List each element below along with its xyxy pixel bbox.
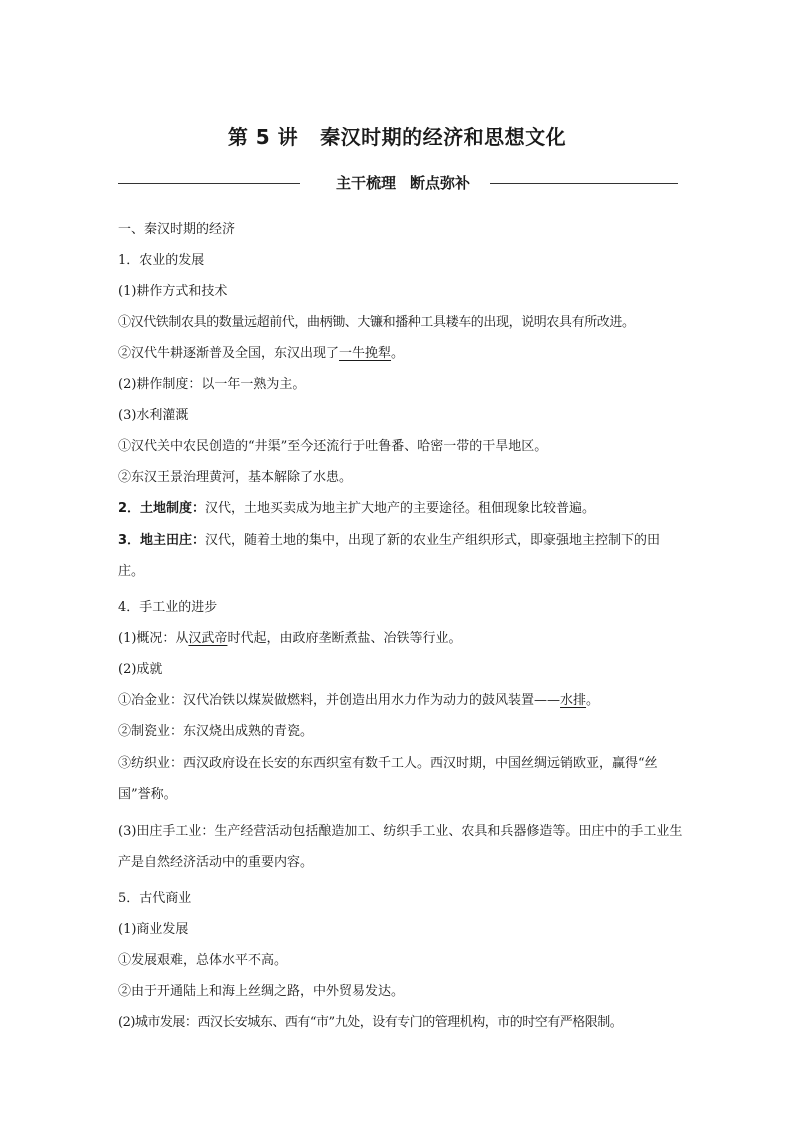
heading-level2: 5．古代商业 bbox=[118, 891, 192, 906]
paragraph: ②由于开通陆上和海上丝绸之路，中外贸易发达。 bbox=[118, 984, 405, 999]
heading-level2: 3．地主田庄：汉代，随着土地的集中，出现了新的农业生产组织形式，即豪强地主控制下的田庄。 bbox=[118, 533, 661, 579]
subheading: (1)耕作方式和技术 bbox=[118, 284, 228, 299]
lecture-number: 第 5 讲 bbox=[227, 125, 299, 149]
key-term: 水排 bbox=[560, 693, 587, 708]
heading-level2: 2．土地制度：汉代，土地买卖成为地主扩大地产的主要途径。租佃现象比较普遍。 bbox=[118, 501, 596, 516]
paragraph: ①汉代铁制农具的数量远超前代，曲柄锄、大镰和播种工具耧车的出现，说明农具有所改进。 bbox=[118, 315, 635, 330]
heading-level1: 一、秦汉时期的经济 bbox=[118, 222, 236, 237]
lecture-title bbox=[0, 121, 794, 150]
heading-level2: 1．农业的发展 bbox=[118, 253, 205, 268]
subheading: (3)水利灌溉 bbox=[118, 408, 189, 423]
subheading: (1)商业发展 bbox=[118, 922, 189, 937]
paragraph: (2)城市发展：西汉长安城东、西有“市”九处，设有专门的管理机构，市的时空有严格限制。 bbox=[118, 1015, 623, 1030]
key-term: 一牛挽犁 bbox=[339, 346, 392, 361]
paragraph: ③纺织业：西汉政府设在长安的东西织室有数千工人。西汉时期，中国丝绸远销欧亚，赢得“丝国”誉称。 bbox=[118, 756, 658, 802]
heading-level2: 4．手工业的进步 bbox=[118, 600, 218, 615]
paragraph: ②东汉王景治理黄河，基本解除了水患。 bbox=[118, 470, 353, 485]
subheading: (2)成就 bbox=[118, 662, 163, 677]
paragraph: (1)概况：从汉武帝时代起，由政府垄断煮盐、冶铁等行业。 bbox=[118, 631, 462, 646]
paragraph: (3)田庄手工业：生产经营活动包括酿造加工、纺织手工业、农具和兵器修造等。田庄中的手工业生产是自然经济活动中的重要内容。 bbox=[118, 824, 683, 870]
paragraph: ②制瓷业：东汉烧出成熟的青瓷。 bbox=[118, 724, 314, 739]
subheading: (2)耕作制度：以一年一熟为主。 bbox=[118, 377, 306, 392]
paragraph: ①汉代关中农民创造的“井渠”至今还流行于吐鲁番、哈密一带的干旱地区。 bbox=[118, 439, 548, 454]
section-header: 主干梳理 断点弥补 bbox=[335, 174, 471, 192]
section-divider bbox=[118, 172, 678, 196]
document-body bbox=[118, 220, 683, 1044]
paragraph: ①冶金业：汉代冶铁以煤炭做燃料，并创造出用水力作为动力的鼓风装置——水排。 bbox=[118, 693, 600, 708]
key-term: 汉武帝 bbox=[188, 631, 228, 646]
paragraph: ①发展艰难，总体水平不高。 bbox=[118, 953, 288, 968]
divider-line-right bbox=[490, 183, 678, 184]
lecture-topic: 秦汉时期的经济和思想文化 bbox=[320, 125, 567, 149]
divider-line-left bbox=[118, 183, 300, 184]
paragraph: ②汉代牛耕逐渐普及全国，东汉出现了一牛挽犁。 bbox=[118, 346, 405, 361]
